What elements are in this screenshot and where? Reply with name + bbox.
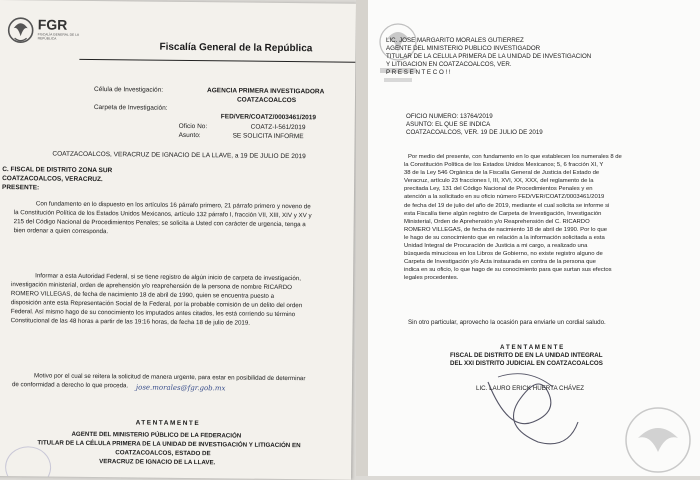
addressee-line-1: C. FISCAL DE DISTRITO ZONA SUR — [2, 166, 113, 175]
addressee-line-2: AGENTE DEL MINISTERIO PUBLICO INVESTIGADOR — [386, 45, 541, 52]
paragraph-1-line: 38 de la Ley 546 Orgánica de la Fiscalía General de Justicia del Estado de — [404, 170, 600, 177]
paragraph-2-line: investigación ministerial, orden de aprehensión y/o reaprehensión de la persona de nombre RICARDO — [10, 281, 293, 291]
paragraph-3-line: de conformidad a derecho lo que proceda. — [11, 381, 129, 390]
paragraph-2-line: Constitucional de las 48 horas a partir de las 19:16 horas, de fecha 18 de julio de 2019. — [10, 316, 251, 327]
paragraph-1-line: búsqueda minuciosa en los Libros de Gobierno, no existe registro alguno de — [404, 251, 603, 258]
addressee-line-2: COATZACOALCOS, VERACRUZ. — [2, 175, 103, 184]
signature-line-2: TITULAR DE LA CÉLULA PRIMERA DE LA UNIDAD DE INVESTIGACIÓN Y LITIGACIÓN EN — [37, 439, 301, 450]
paragraph-2-line: ROMERO VILLEGAS, de fecha de nacimiento 18 de abril de 1990, quien se encuentra puesto a — [10, 289, 275, 300]
paragraph-2-line: Federal. Así mismo hago de su conocimiento los imputados antes citados, les está corriendo su término — [10, 307, 296, 318]
paragraph-1-line: la Constitución Política de los Estados Unidos Mexicanos, artículo 132 párrafo I, fracción VII, XIII, XIV y XV y — [13, 209, 312, 220]
paragraph-1-line: esta Fiscalía tiene algún registro de Carpeta de Investigación, Investigación — [404, 210, 602, 217]
paragraph-2-line: disposición ante esta Representación Social de la Federal, por la probable comisión de un delito del orden — [10, 298, 303, 309]
meta-value-carpeta: FED/VER/COATZ/0003461/2019 — [220, 113, 317, 122]
signature-line-1: FISCAL DE DISTRITO DE EN LA UNIDAD INTEGRAL — [450, 352, 603, 359]
meta-value-celula-2: COATZACOALCOS — [236, 96, 297, 105]
paragraph-1-line: la Constitución Política de los Estados Unidos Mexicanos; 5, 6 fracción XI, Y — [404, 162, 604, 169]
paragraph-1-line: Carpeta de Investigación y/o Acta instaurada en contra de la persona que — [404, 259, 596, 266]
paragraph-1-line: precitada Ley, 131 del Código Nacional de Procedimientos Penales y en — [404, 186, 593, 193]
signer-name: LIC. LAURO ERICK HUERTA CHÁVEZ — [476, 385, 585, 392]
meta-label-carpeta: Carpeta de Investigación: — [93, 103, 168, 112]
addressee-line-3: PRESENTE: — [1, 184, 40, 192]
paragraph-1-line: le hago de su conocimiento que en relación a la información solicitada a esta — [404, 234, 605, 241]
meta-label-oficio: Oficio No: — [178, 122, 208, 131]
addressee-line-1: LIC. JOSE MARGARITO MORALES GUTIERREZ — [386, 37, 524, 44]
official-stamp — [5, 446, 51, 480]
fgr-logo-text: FGR — [37, 16, 68, 33]
meta-value-asunto: SE SOLICITA INFORME — [232, 132, 304, 141]
paragraph-1 — [404, 153, 622, 283]
paragraph-1 — [14, 200, 312, 239]
paragraph-1-line: legales procedentes. — [404, 275, 459, 282]
signature-line-1: AGENTE DEL MINISTERIO PÚBLICO DE LA FEDERACIÓN — [71, 430, 242, 440]
place-date: COATZACOALCOS, VERACRUZ DE IGNACIO DE LA LLAVE, a 19 DE JULIO DE 2019 — [52, 150, 306, 161]
meta-label-celula: Célula de Investigación: — [94, 85, 164, 94]
paragraph-1-line: Veracruz, artículo 23 fracciones I, III, XVI, XX, XXX, del reglamento de la — [404, 178, 594, 185]
ref-asunto: ASUNTO: EL QUE SE INDICA — [406, 121, 491, 128]
fgr-eagle-seal — [5, 14, 35, 48]
header-rule — [79, 59, 355, 63]
signature-line-2: DEL XXI DISTRITO JUDICIAL EN COATZACOALCOS — [450, 360, 603, 367]
signature-line-3: COATZACOALCOS, ESTADO DE — [115, 449, 211, 458]
paragraph-1-line: indica en su oficio, lo que hago de su conocimiento para que surtan sus efectos — [404, 267, 612, 274]
addressee-line-5: P R E S E N T E C O ! ! — [386, 69, 451, 76]
handwritten-signature — [478, 362, 588, 452]
state-prosecutor-letter — [368, 0, 700, 476]
paragraph-1-line: atención a la solicitado en su oficio número FED/VER/COATZ/0003461/2019 — [404, 194, 605, 201]
ref-date: COATZACOALCOS, VER. 19 DE JULIO DE 2019 — [406, 129, 543, 136]
paragraph-1-line: ROMERO VILLEGAS, de fecha de nacimiento 18 de abril de 1990. Por lo que — [404, 226, 608, 233]
paragraph-1-line: Con fundamento en lo dispuesto en los artículos 16 párrafo primero, 21 párrafo primero y noveno de — [35, 200, 311, 211]
fgr-logo-subtext: FISCALÍA GENERAL DE LA REPÚBLICA — [37, 32, 79, 41]
paragraph-1-line: Por medio del presente, con fundamento en lo que establecen los numerales 8 de — [408, 154, 622, 160]
page-gap — [356, 0, 368, 476]
meta-label-asunto: Asunto: — [178, 131, 201, 140]
addressee-line-3: TITULAR DE LA CELULA PRIMERA DE LA UNIDAD DE INVESTIGACION — [386, 53, 592, 60]
paragraph-2: Sin otro particular, aprovecho la ocasión para enviarle un cordial saludo. — [408, 319, 606, 326]
closing: A T E N T A M E N T E — [500, 344, 564, 351]
paragraph-1-line: Unidad Integral de Procuración de Justicia a mi cargo, a realizado una — [404, 243, 588, 250]
closing: ATENTAMENTE — [135, 419, 201, 428]
paragraph-2-line: Informar a esta Autoridad Federal, si se tiene registro de algún inicio de carpeta de investigación, — [35, 272, 302, 283]
paragraph-1-line: bien ordenar a quien corresponda. — [13, 226, 109, 235]
page-title: Fiscalía General de la República — [159, 41, 313, 55]
meta-value-oficio: COATZ-I-561/2019 — [250, 123, 306, 132]
handwritten-email: jose.morales@fgr.gob.mx — [135, 383, 226, 393]
paragraph-1-line: 215 del Código Nacional de Procedimientos Penales; se solicita a Usted con carácter de urgencia, tenga a — [13, 217, 306, 229]
paragraph-1-line: de fecha del 19 de julio del año de 2019, mediante el cual solicita se informe si — [404, 202, 610, 209]
signature-line-4: VERACRUZ DE IGNACIO DE LA LLAVE. — [99, 458, 216, 467]
ref-oficio: OFICIO NUMERO: 13764/2019 — [406, 113, 493, 120]
stamp-watermark — [608, 400, 700, 476]
addressee-line-4: Y LITIGACION EN COATZACOALCOS, VER. — [386, 61, 512, 68]
paragraph-1-line: Ministerial, Orden de Aprehensión y/o Reaprehensión del C. RICARDO — [404, 218, 590, 225]
meta-value-celula: AGENCIA PRIMERA INVESTIGADORA — [207, 87, 325, 96]
paragraph-3-line: Motivo por el cual se reitera la solicitud de manera urgente, para estar en posibilidad de determinar — [34, 372, 306, 383]
paragraph-2 — [11, 272, 303, 328]
